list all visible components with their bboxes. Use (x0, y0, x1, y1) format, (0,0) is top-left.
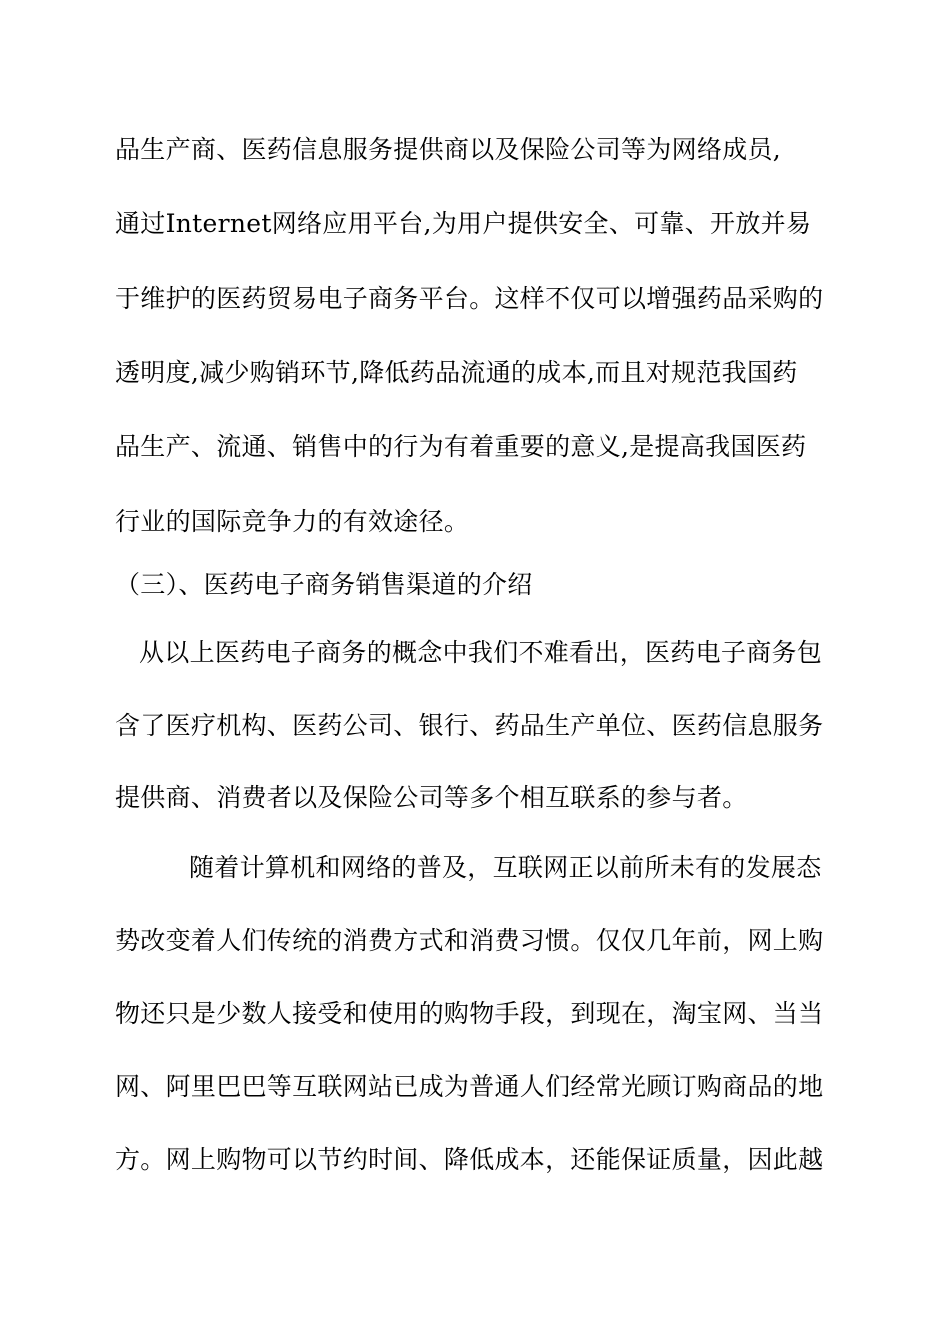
paragraph-line: 网、阿里巴巴等互联网站已成为普通人们经常光顾订购商品的地 (115, 1072, 824, 1101)
paragraph-line: 势改变着人们传统的消费方式和消费习惯。仅仅几年前，网上购 (115, 926, 824, 955)
section-heading: （三）、医药电子商务销售渠道的介绍 (115, 570, 533, 599)
body-line: 品生产、流通、销售中的行为有着重要的意义,是提高我国医药 (115, 432, 807, 461)
paragraph-line: 随着计算机和网络的普及，互联网正以前所未有的发展态 (189, 853, 822, 882)
body-line: 透明度,减少购销环节,降低药品流通的成本,而且对规范我国药 (115, 358, 798, 387)
body-line: 行业的国际竞争力的有效途径。 (115, 507, 470, 536)
paragraph-line: 提供商、消费者以及保险公司等多个相互联系的参与者。 (115, 783, 748, 812)
paragraph-line: 从以上医药电子商务的概念中我们不难看出，医药电子商务包 (139, 638, 823, 667)
paragraph-line: 方。网上购物可以节约时间、降低成本，还能保证质量，因此越 (115, 1145, 824, 1174)
body-line: 于维护的医药贸易电子商务平台。这样不仅可以增强药品采购的 (115, 284, 824, 313)
body-line: 通过Internet网络应用平台,为用户提供安全、可靠、开放并易 (115, 209, 812, 238)
paragraph-line: 物还只是少数人接受和使用的购物手段，到现在，淘宝网、当当 (115, 999, 824, 1028)
paragraph-line: 含了医疗机构、医药公司、银行、药品生产单位、医药信息服务 (115, 711, 824, 740)
body-line: 品生产商、医药信息服务提供商以及保险公司等为网络成员, (115, 135, 782, 164)
